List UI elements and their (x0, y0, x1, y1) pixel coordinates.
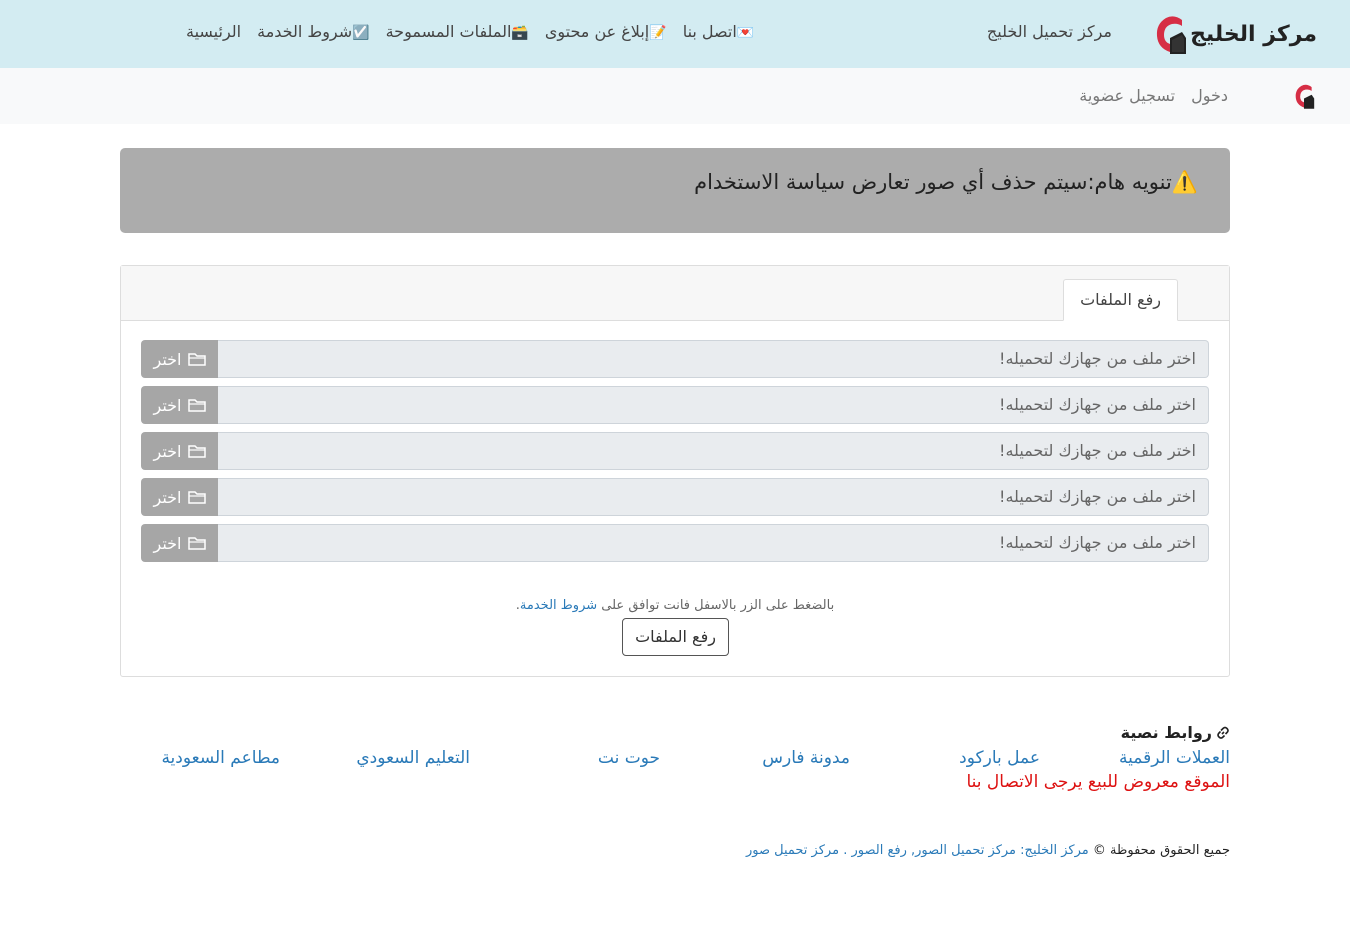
text-link[interactable]: العملات الرقمية (1119, 748, 1230, 768)
footer-link[interactable]: , رفع الصور (851, 843, 916, 858)
file-row (141, 524, 1209, 562)
choose-file-button[interactable]: اختر (141, 340, 218, 378)
choose-file-button[interactable]: اختر (141, 386, 218, 424)
choose-file-button[interactable]: اختر (141, 524, 218, 562)
logo-mark-icon (1152, 12, 1188, 56)
user-bar (0, 68, 1350, 124)
text-link[interactable]: عمل باركود (959, 748, 1040, 768)
folder-icon (188, 444, 206, 458)
notice-alert (120, 148, 1230, 233)
folder-icon (188, 352, 206, 366)
alert-text: تنويه هام:سيتم حذف أي صور تعارض سياسة الاستخدام (694, 170, 1172, 194)
footer-link[interactable]: : مركز تحميل الصور (915, 843, 1025, 858)
text-link[interactable]: مدونة فارس (762, 748, 850, 768)
text-links-title: روابط نصية (1121, 723, 1230, 742)
nav-item-report[interactable]: 📝إبلاغ عن محتوى (544, 22, 667, 41)
login-link[interactable]: دخول (1191, 86, 1228, 105)
nav-item-allowed-files[interactable]: 🗃️الملفات المسموحة (385, 22, 529, 41)
file-row (141, 478, 1209, 516)
folder-icon (188, 536, 206, 550)
folder-icon (188, 398, 206, 412)
nav-item-contact[interactable]: 💌اتصل بنا (682, 22, 755, 41)
top-navbar (0, 0, 1350, 68)
copyright-text: جميع الحقوق محفوظة © (1088, 843, 1230, 858)
footer-link[interactable]: مركز الخليج (1024, 843, 1089, 858)
text-links-row (120, 748, 1230, 772)
love-letter-icon: 💌 (736, 25, 755, 41)
footer (746, 843, 1230, 858)
site-name[interactable]: مركز تحميل الخليج (986, 22, 1112, 41)
nav-item-home[interactable]: الرئيسية (186, 22, 242, 41)
warning-icon: ⚠️ (1171, 170, 1198, 194)
terms-notice: بالضغط على الزر بالاسفل فانت توافق على شروط الخدمة. (515, 598, 835, 613)
file-input[interactable]: اختر ملف من جهازك لتحميله! (218, 524, 1209, 562)
footer-link[interactable]: . مركز تحميل صور (745, 843, 852, 858)
small-logo-icon[interactable] (1292, 82, 1316, 110)
file-input[interactable]: اختر ملف من جهازك لتحميله! (218, 340, 1209, 378)
file-box-icon: 🗃️ (511, 25, 529, 41)
file-row (141, 432, 1209, 470)
choose-file-button[interactable]: اختر (141, 478, 218, 516)
text-link[interactable]: التعليم السعودي (356, 748, 470, 768)
memo-icon: 📝 (649, 25, 667, 41)
file-input[interactable]: اختر ملف من جهازك لتحميله! (218, 432, 1209, 470)
logo-text: مركز الخليج (1190, 21, 1317, 47)
text-link[interactable]: مطاعم السعودية (161, 748, 280, 768)
main-nav (186, 22, 754, 41)
tab-upload-files[interactable]: رفع الملفات (1063, 279, 1178, 321)
sale-notice-link[interactable]: الموقع معروض للبيع يرجى الاتصال بنا (966, 772, 1230, 792)
choose-file-button[interactable]: اختر (141, 432, 218, 470)
terms-link[interactable]: شروط الخدمة (519, 598, 598, 613)
register-link[interactable]: تسجيل عضوية (1079, 86, 1176, 105)
file-row (141, 340, 1209, 378)
file-input[interactable]: اختر ملف من جهازك لتحميله! (218, 386, 1209, 424)
upload-card (120, 265, 1230, 677)
site-logo[interactable] (1152, 12, 1317, 56)
nav-item-terms[interactable]: ☑️شروط الخدمة (257, 22, 370, 41)
upload-files-button[interactable]: رفع الملفات (622, 618, 729, 656)
file-input[interactable]: اختر ملف من جهازك لتحميله! (218, 478, 1209, 516)
text-link[interactable]: حوت نت (597, 748, 660, 768)
checkbox-icon: ☑️ (352, 25, 370, 41)
link-icon (1216, 726, 1230, 740)
file-row (141, 386, 1209, 424)
folder-icon (188, 490, 206, 504)
